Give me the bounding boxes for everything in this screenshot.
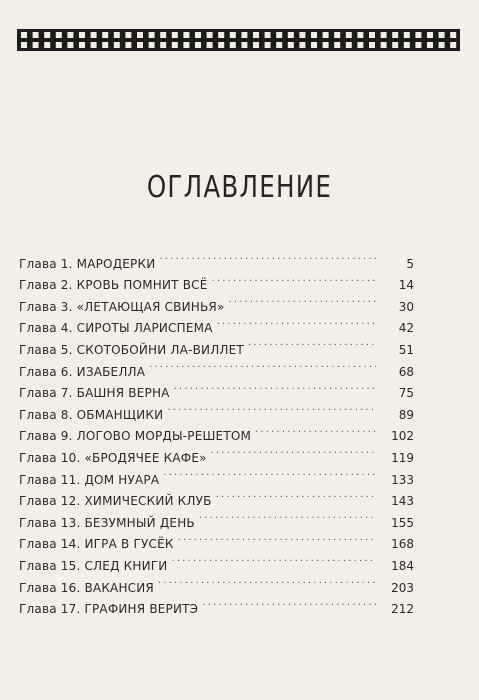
film-sprocket-hole [439,32,445,38]
film-sprocket-hole [381,32,387,38]
film-sprocket-hole [450,32,456,38]
film-sprocket-hole [415,42,421,48]
film-sprocket-hole [299,32,305,38]
film-sprocket-hole [56,32,62,38]
page-title: ОГЛАВЛЕНИЕ [146,170,333,205]
toc-entry-title: Глава 4. СИРОТЫ ЛАРИСПЕМА [19,321,213,336]
toc-leader-dots [212,268,377,290]
film-sprocket-hole [149,42,155,48]
film-sprocket-hole [160,42,166,48]
toc-entry-title: Глава 17. ГРАФИНЯ ВЕРИТЭ [19,602,199,617]
film-sprocket-hole [33,32,39,38]
film-sprocket-hole [439,42,445,48]
film-sprocket-hole [125,32,131,38]
toc-entry-page: 102 [391,429,414,444]
film-sprocket-hole [323,42,329,48]
toc-entry-page: 30 [398,299,414,314]
film-sprocket-hole [195,42,201,48]
film-sprocket-hole [241,42,247,48]
film-sprocket-hole [346,42,352,48]
toc-leader-dots [167,397,376,419]
film-sprocket-hole [253,42,259,48]
film-sprocket-hole [265,42,271,48]
film-strip-graphic [17,29,460,51]
toc-entry-title: Глава 15. СЛЕД КНИГИ [19,558,168,573]
film-sprocket-hole [21,32,27,38]
film-sprocket-hole [79,42,85,48]
toc-entry-page: 155 [391,515,414,530]
toc-entry-page: 119 [391,450,414,465]
toc-entry-title: Глава 6. ИЗАБЕЛЛА [19,364,146,379]
toc-entry-title: Глава 10. «БРОДЯЧЕЕ КАФЕ» [19,450,207,465]
toc-entry-title: Глава 11. ДОМ НУАРА [19,472,160,487]
film-sprocket-hole [334,32,340,38]
film-sprocket-hole [265,32,271,38]
toc-entry-title: Глава 9. ЛОГОВО МОРДЫ-РЕШЕТОМ [19,429,252,444]
film-sprocket-hole [404,42,410,48]
toc-entry-page: 184 [391,558,414,573]
film-sprocket-hole [102,42,108,48]
toc-entry-page: 51 [398,342,414,357]
toc-entry-title: Глава 16. ВАКАНСИЯ [19,580,154,595]
film-sprocket-hole [218,32,224,38]
toc-leader-dots [216,484,376,506]
film-sprocket-hole [137,42,143,48]
film-sprocket-hole [67,32,73,38]
film-sprocket-hole [44,32,50,38]
toc-entry-page: 75 [398,386,414,401]
toc-entry-title: Глава 12. ХИМИЧЕСКИЙ КЛУБ [19,494,212,509]
film-sprocket-hole [369,32,375,38]
film-sprocket-hole [44,42,50,48]
toc-entry-page: 143 [391,494,414,509]
film-sprocket-hole [183,42,189,48]
film-sprocket-hole [230,32,236,38]
film-sprocket-hole [218,42,224,48]
film-sprocket-hole [381,42,387,48]
film-sprocket-hole [102,32,108,38]
film-sprocket-hole [137,32,143,38]
toc-entry-page: 89 [398,407,414,422]
toc-entry-title: Глава 7. БАШНЯ ВЕРНА [19,386,170,401]
toc-entry-title: Глава 14. ИГРА В ГУСЁК [19,537,174,552]
film-sprocket-hole [357,42,363,48]
toc-leader-dots [199,505,376,527]
toc-leader-dots [174,376,376,398]
film-sprocket-hole [125,42,131,48]
film-sprocket-hole [276,32,282,38]
film-sprocket-hole [91,42,97,48]
film-sprocket-hole [450,42,456,48]
toc-leader-dots [217,311,376,333]
toc-leader-dots [229,289,377,311]
film-sprocket-hole [114,42,120,48]
film-sprocket-hole [241,32,247,38]
film-sprocket-hole [56,42,62,48]
toc-entry-page: 5 [406,256,414,271]
toc-entry-title: Глава 2. КРОВЬ ПОМНИТ ВСЁ [19,278,208,293]
film-sprocket-hole [207,32,213,38]
table-of-contents [19,246,414,617]
film-sprocket-hole [334,42,340,48]
film-sprocket-hole [67,42,73,48]
toc-leader-dots [158,570,376,592]
toc-entry-page: 168 [391,537,414,552]
toc-entry-page: 68 [398,364,414,379]
toc-entry[interactable] [19,246,414,271]
film-sprocket-hole [427,32,433,38]
toc-leader-dots [171,548,376,570]
film-sprocket-hole [160,32,166,38]
toc-entry-title: Глава 1. МАРОДЕРКИ [19,256,156,271]
film-sprocket-hole [288,42,294,48]
film-sprocket-hole [276,42,282,48]
toc-leader-dots [255,419,376,441]
film-sprocket-hole [207,42,213,48]
toc-entry-title: Глава 5. СКОТОБОЙНИ ЛА-ВИЛЛЕТ [19,342,244,357]
toc-leader-dots [163,462,376,484]
toc-leader-dots [178,527,376,549]
film-sprocket-hole [172,42,178,48]
film-sprocket-hole [369,42,375,48]
toc-entry-page: 14 [398,278,414,293]
toc-entry-page: 133 [391,472,414,487]
film-sprocket-hole [311,42,317,48]
film-sprocket-hole [346,32,352,38]
film-sprocket-hole [183,32,189,38]
film-sprocket-hole [114,32,120,38]
film-sprocket-hole [311,32,317,38]
film-sprocket-hole [91,32,97,38]
toc-leader-dots [211,440,376,462]
film-sprocket-hole [357,32,363,38]
toc-entry-title: Глава 3. «ЛЕТАЮЩАЯ СВИНЬЯ» [19,299,225,314]
toc-entry-page: 42 [398,321,414,336]
film-sprocket-hole [253,32,259,38]
film-sprocket-hole [149,32,155,38]
film-sprocket-hole [79,32,85,38]
film-sprocket-hole [288,32,294,38]
film-sprocket-hole [404,32,410,38]
toc-leader-dots [202,592,376,614]
toc-leader-dots [248,332,376,354]
film-sprocket-hole [392,32,398,38]
film-sprocket-hole [33,42,39,48]
film-sprocket-hole [392,42,398,48]
toc-entry-page: 212 [391,602,414,617]
film-sprocket-hole [21,42,27,48]
toc-leader-dots [149,354,376,376]
film-sprocket-hole [195,32,201,38]
film-sprocket-hole [415,32,421,38]
film-sprocket-hole [230,42,236,48]
toc-leader-dots [159,246,376,268]
film-sprocket-hole [427,42,433,48]
toc-entry-title: Глава 8. ОБМАНЩИКИ [19,407,164,422]
film-strip-ornament [17,29,460,51]
toc-entry-title: Глава 13. БЕЗУМНЫЙ ДЕНЬ [19,515,195,530]
toc-entry-page: 203 [391,580,414,595]
film-sprocket-hole [299,42,305,48]
film-sprocket-hole [323,32,329,38]
film-sprocket-hole [172,32,178,38]
